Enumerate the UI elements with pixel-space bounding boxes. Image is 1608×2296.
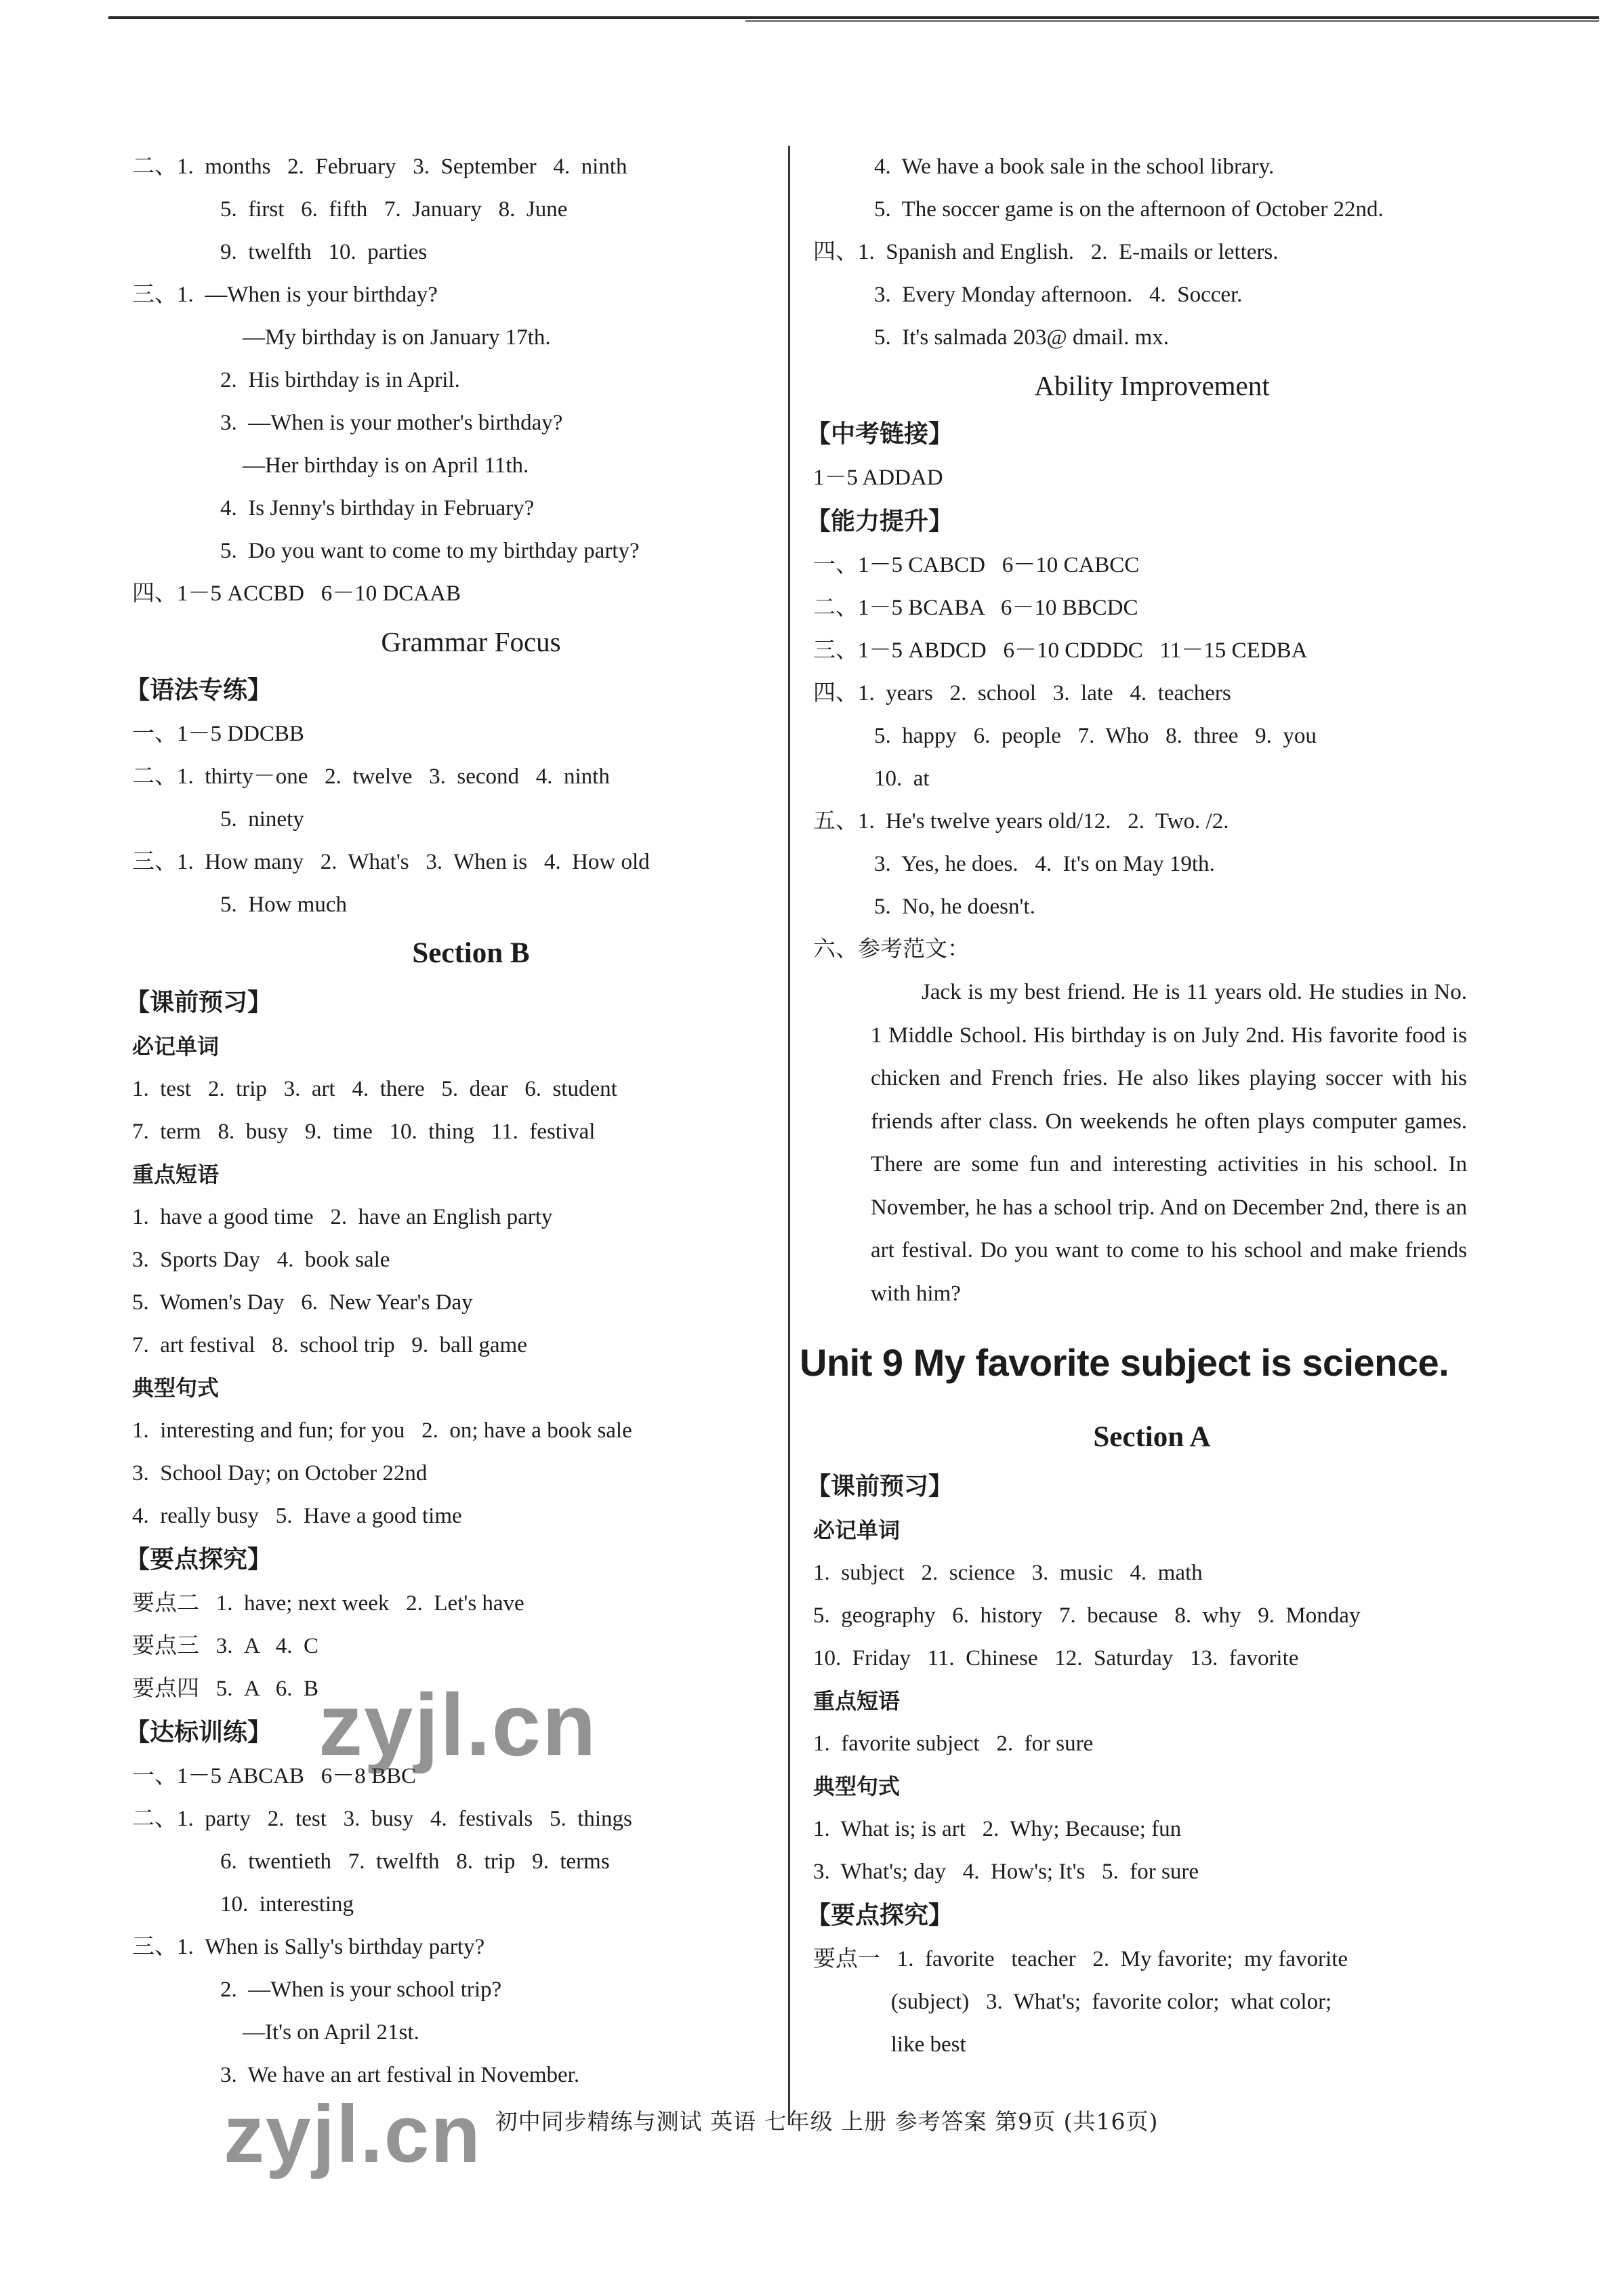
answer-line: 5. How much [220, 893, 347, 917]
answer-line: 1. subject 2. science 3. music 4. math [813, 1561, 1203, 1585]
answer-line: 1. interesting and fun; for you 2. on; have a book sale [132, 1418, 632, 1443]
answer-line: 【要点探究】 [125, 1546, 272, 1574]
answer-line: (subject) 3. What's; favorite color; what color; [874, 1990, 1332, 2014]
answer-line: 5. first 6. fifth 7. January 8. June [220, 197, 568, 222]
answer-line: 1. What is; is art 2. Why; Because; fun [813, 1817, 1182, 1841]
answer-line: 5. happy 6. people 7. Who 8. three 9. you [874, 724, 1317, 748]
answer-line: 要点三 3. A 4. C [132, 1634, 319, 1658]
answer-line: Ability Improvement [1034, 370, 1270, 401]
answer-line: 【要点探究】 [806, 1902, 953, 1929]
answer-line: 必记单词 [813, 1517, 901, 1543]
answer-line: —My birthday is on January 17th. [220, 325, 551, 350]
right-top-answers [806, 146, 1491, 971]
answer-line: 重点短语 [813, 1688, 901, 1714]
watermark-bottom: zyjl.cn [224, 2089, 482, 2179]
answer-line: 3. We have an art festival in November. [220, 2063, 580, 2087]
answer-line: 四、1. Spanish and English. 2. E-mails or letters. [813, 240, 1279, 264]
answer-line: 4. Is Jenny's birthday in February? [220, 496, 535, 520]
answer-line: 3. —When is your mother's birthday? [220, 411, 563, 435]
answer-line: 7. term 8. busy 9. time 10. thing 11. festival [132, 1120, 596, 1144]
answer-line: 【中考链接】 [806, 420, 953, 448]
answer-line: 三、1. —When is your birthday? [132, 283, 438, 307]
answer-line: 3. What's; day 4. How's; It's 5. for sure [813, 1860, 1199, 1884]
answer-line: 二、1. months 2. February 3. September 4. ninth [132, 155, 627, 179]
answer-line: 2. —When is your school trip? [220, 1977, 502, 2002]
answer-line: 【能力提升】 [806, 508, 953, 535]
answer-line: 5. It's salmada 203@ dmail. mx. [874, 325, 1170, 350]
answer-line: 2. His birthday is in April. [220, 368, 460, 392]
answer-line: 10. Friday 11. Chinese 12. Saturday 13. favorite [813, 1646, 1299, 1670]
unit-title: Unit 9 My favorite subject is science. [800, 1341, 1449, 1384]
answer-line: 一、1－5 CABCD 6－10 CABCC [813, 553, 1140, 577]
answer-line: 5. No, he doesn't. [874, 895, 1035, 919]
right-bottom-answers [806, 1410, 1491, 2066]
answer-line: 二、1. party 2. test 3. busy 4. festivals 5. things [132, 1807, 632, 1831]
top-rule [108, 16, 1599, 19]
watermark-mid: zyjl.cn [318, 1675, 598, 1774]
answer-line: Section A [1093, 1421, 1211, 1453]
answer-line: 必记单词 [132, 1033, 220, 1059]
answer-line: Grammar Focus [381, 626, 561, 657]
answer-line: —Her birthday is on April 11th. [220, 453, 529, 478]
answer-line: 4. really busy 5. Have a good time [132, 1504, 462, 1528]
page-footer: 初中同步精练与测试 英语 七年级 上册 参考答案 第9页 (共16页) [495, 2108, 1159, 2135]
answer-line: 三、1－5 ABDCD 6－10 CDDDC 11－15 CEDBA [813, 638, 1308, 663]
answer-line: 六、参考范文： [813, 937, 970, 962]
answer-line: 10. at [874, 766, 930, 791]
answer-line: 5. Do you want to come to my birthday party? [220, 539, 640, 563]
essay-text: Jack is my best friend. He is 11 years old. He studies in No. 1 Middle School. His birthday is on July 2nd. His favorite food is chicken and French fries. He also likes playing soccer with his friends after class. On weekends he often plays computer games. There are some fun and interesting activities in his school. In November, he has a school trip. And on December 2nd, there is an art festival. Do you want to come to his school and make friends with him? [871, 980, 1467, 1306]
answer-line: 1－5 ADDAD [813, 466, 943, 490]
answer-line: 3. Sports Day 4. book sale [132, 1248, 390, 1272]
right-column [800, 146, 1491, 2066]
answer-line: 二、1－5 BCABA 6－10 BBCDC [813, 596, 1138, 620]
answer-line: 5. Women's Day 6. New Year's Day [132, 1290, 473, 1315]
answer-line: 典型句式 [132, 1375, 220, 1401]
answer-line: 5. geography 6. history 7. because 8. why 9. Monday [813, 1603, 1361, 1628]
answer-line: 7. art festival 8. school trip 9. ball game [132, 1333, 527, 1357]
answer-line: 重点短语 [132, 1162, 220, 1187]
answer-line: 1. favorite subject 2. for sure [813, 1731, 1094, 1756]
answer-line: 四、1. years 2. school 3. late 4. teachers [813, 681, 1231, 705]
answer-line: Section B [412, 937, 530, 969]
answer-line: 五、1. He's twelve years old/12. 2. Two. /2. [813, 809, 1229, 834]
answer-line: 3. Every Monday afternoon. 4. Soccer. [874, 283, 1243, 307]
answer-line: 10. interesting [220, 1892, 354, 1916]
answer-line: 【语法专练】 [125, 676, 272, 704]
answer-line: 要点四 5. A 6. B [132, 1677, 319, 1701]
answer-line: 3. School Day; on October 22nd [132, 1461, 428, 1485]
answer-line: 三、1. When is Sally's birthday party? [132, 1935, 485, 1959]
answer-line: 二、1. thirty－one 2. twelve 3. second 4. ninth [132, 764, 610, 789]
top-rule-secondary [745, 20, 1599, 22]
answer-line: 四、1－5 ACCBD 6－10 DCAAB [132, 581, 461, 606]
answer-line: 6. twentieth 7. twelfth 8. trip 9. terms [220, 1849, 610, 1874]
answer-line: 5. ninety [220, 807, 304, 832]
answer-line: 1. have a good time 2. have an English party [132, 1205, 553, 1229]
answer-line: like best [874, 2032, 966, 2057]
answer-line: 要点二 1. have; next week 2. Let's have [132, 1591, 524, 1616]
answer-line: 典型句式 [813, 1774, 901, 1799]
answer-line: 9. twelfth 10. parties [220, 240, 428, 264]
answer-line: 5. The soccer game is on the afternoon of October 22nd. [874, 197, 1384, 222]
answer-line: 1. test 2. trip 3. art 4. there 5. dear 6. student [132, 1077, 617, 1101]
answer-line: 要点一 1. favorite teacher 2. My favorite; my favorite [813, 1947, 1348, 1971]
model-essay [871, 971, 1467, 1315]
answer-line: 【达标训练】 [125, 1719, 272, 1746]
answer-line: 一、1－5 ABCAB 6－8 BBC [132, 1764, 416, 1788]
answer-line: 一、1－5 DDCBB [132, 722, 304, 746]
left-column [125, 146, 810, 2097]
answer-line: 3. Yes, he does. 4. It's on May 19th. [874, 852, 1215, 876]
answer-line: —It's on April 21st. [220, 2020, 419, 2045]
answer-line: 【课前预习】 [806, 1473, 953, 1500]
answer-line: 【课前预习】 [125, 989, 272, 1017]
answer-line: 4. We have a book sale in the school library. [874, 155, 1275, 179]
answer-line: 三、1. How many 2. What's 3. When is 4. How old [132, 850, 650, 874]
